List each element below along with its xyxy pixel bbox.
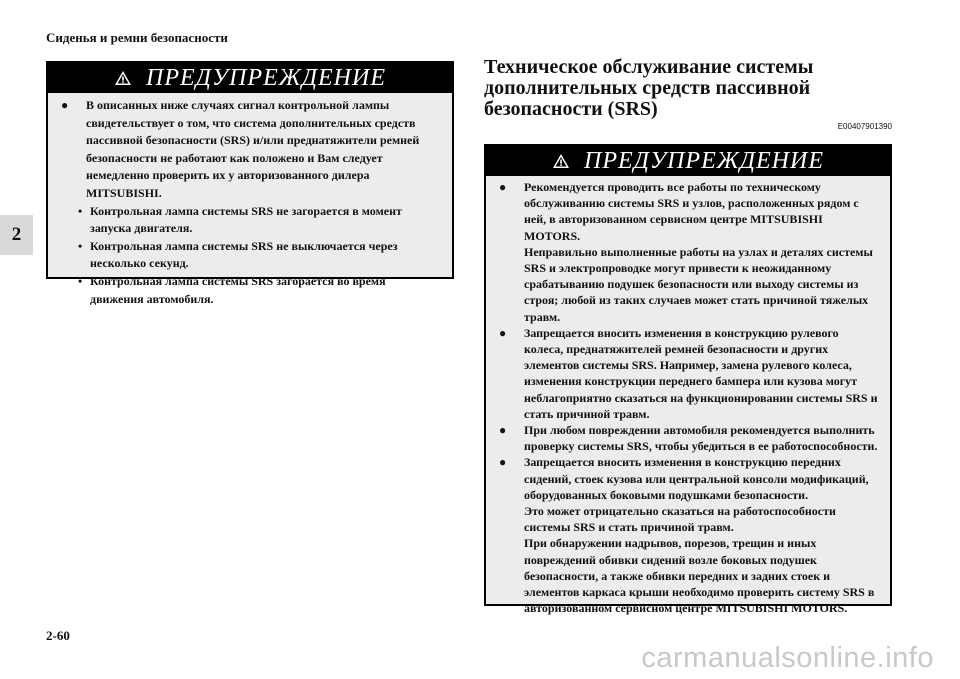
bullet: ● [499,423,507,438]
chapter-tab [0,215,33,255]
bullet: ● [499,455,507,470]
warning-item [496,422,880,454]
warning-title: ПРЕДУПРЕЖДЕНИЕ [584,148,824,174]
warning-item [496,454,880,616]
sub-bullet: • [78,238,83,253]
warning-paragraph: Неправильно выполненные работы на узлах и деталях системы SRS и электропроводке могут привести к неожиданному срабатыванию подушек безопасности или выходу системы из строя; любой из таких случаев может стать причиной тяжелых травм. [524,244,873,324]
warning-paragraph: Запрещается вносить изменения в конструкцию передних сидений, стоек кузова или центральной консоли модификаций, оборудованных боковыми подушками безопасности. [524,455,869,502]
warning-paragraph: Рекомендуется проводить все работы по техническому обслуживанию системы SRS и узлов, расположенных рядом с ней, в авторизованном сервисном центре MITSUBISHI MOTORS. [524,180,859,243]
warning-subitem-text: Контрольная лампа системы SRS не выключается через несколько секунд. [90,238,398,271]
bullet: ● [499,325,507,340]
warning-header [48,63,452,93]
warning-subitem-text: Контрольная лампа системы SRS не загорается в момент запуска двигателя. [90,203,402,236]
sub-bullet: • [78,273,83,288]
warning-paragraph: При обнаружении надрывов, порезов, трещин и иных повреждений обивки сидений возле боковых подушек безопасности, а также обивки передних и задних стоек и элементов каркаса крыши необходимо проверить систему SRS в авторизованном сервисном центре MITSUBISHI MOTORS. [524,536,875,616]
section-code: E00407901390 [837,122,892,131]
warning-item [496,325,880,422]
warning-triangle-icon [114,70,132,86]
warning-paragraph: Это может отрицательно сказаться на работоспособности системы SRS и стать причиной травм. [524,504,836,535]
warning-item-text: В описанных ниже случаях сигнал контрольной лампы свидетельствует о том, что система дополнительных средств пассивной безопасности (SRS) и/или преднатяжители ремней безопасности не работают как положено и Вам следует немедленно проверить их у авторизованного дилера MITSUBISHI. [86,98,420,200]
left-warning-box [46,61,454,306]
warning-paragraph: Запрещается вносить изменения в конструкцию рулевого колеса, преднатяжителей ремней безопасности и других элементов системы SRS. Например, замена рулевого колеса, изменения конструкции переднего бампера или кузова могут неблагоприятно сказаться на функционировании системы SRS и стать причиной травм. [524,325,878,421]
warning-subitem [78,203,442,238]
sub-bullet: • [78,203,83,218]
watermark: carmanualsonline.info [641,642,934,674]
bullet: ● [61,98,69,112]
warning-triangle-icon [552,153,570,169]
section-title: Техническое обслуживание системы дополнительных средств пассивной безопасности (SRS) [484,56,814,120]
bullet: ● [499,180,507,194]
chapter-tab-label: 2 [11,224,22,245]
warning-title: ПРЕДУПРЕЖДЕНИЕ [146,65,386,91]
running-header: Сиденья и ремни безопасности [46,30,228,45]
warning-item [496,179,880,325]
warning-subitem [78,273,442,308]
warning-paragraph: При любом повреждении автомобиля рекомендуется выполнить проверку системы SRS, чтобы убедиться в ее работоспособности. [524,423,878,454]
warning-header [486,146,890,176]
warning-item [58,97,442,203]
warning-subitem [78,238,442,273]
page-number: 2-60 [46,628,70,643]
warning-subitem-text: Контрольная лампа системы SRS загорается во время движения автомобиля. [90,273,386,306]
right-warning-box [484,144,892,616]
